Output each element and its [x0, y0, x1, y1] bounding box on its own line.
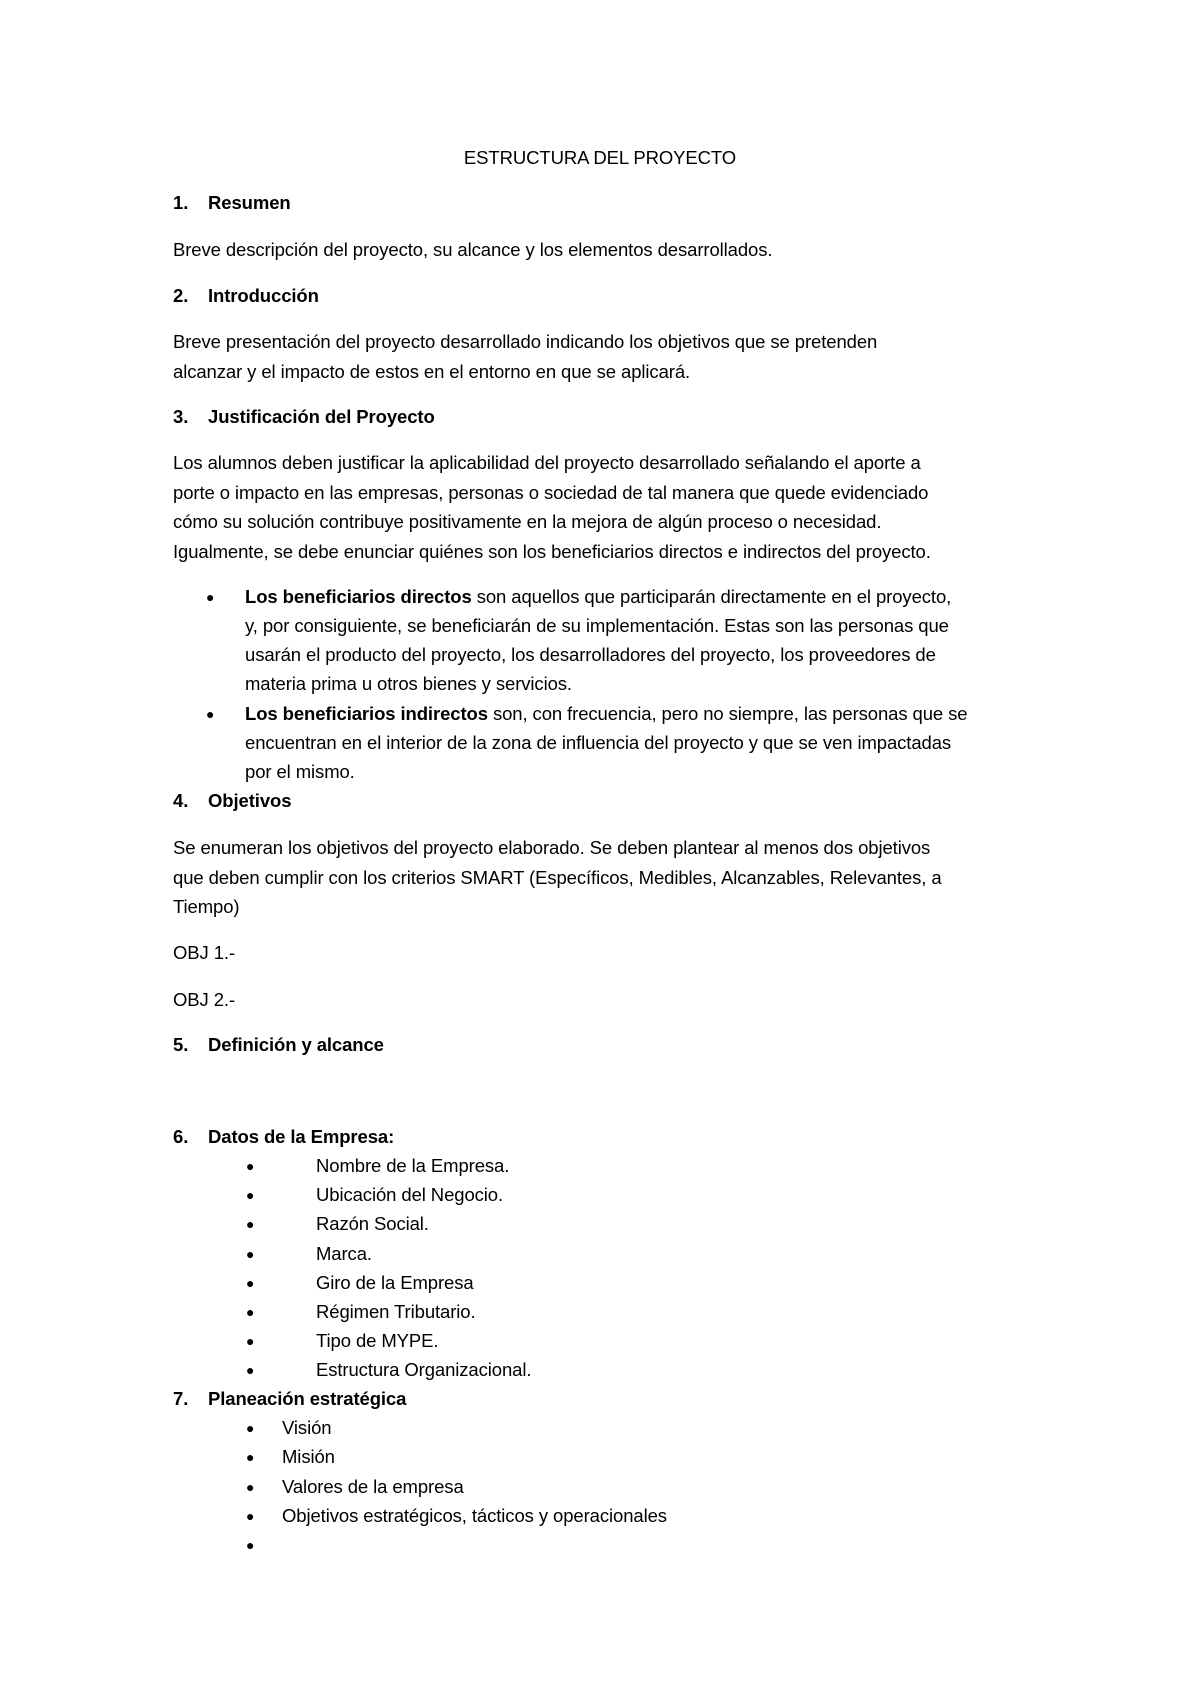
- planning-item: Objetivos estratégicos, tácticos y operacionales: [282, 1505, 667, 1526]
- section-2-body-line: Breve presentación del proyecto desarrollado indicando los objetivos que se pretenden: [173, 331, 878, 352]
- section-2-heading: Introducción: [208, 285, 319, 306]
- company-data-item: Marca.: [316, 1243, 372, 1264]
- bullet-line: y, por consiguiente, se beneficiarán de su implementación. Estas son las personas que: [245, 615, 949, 636]
- bullet-line: [245, 586, 951, 608]
- bullet-bold-term: Los beneficiarios indirectos: [245, 703, 488, 724]
- section-1-heading: Resumen: [208, 192, 291, 213]
- bullet-dot: ●: [246, 1304, 255, 1320]
- bullet-line: usarán el producto del proyecto, los desarrolladores del proyecto, los proveedores de: [245, 644, 936, 665]
- bullet-dot: ●: [246, 1479, 255, 1495]
- section-4-number: 4.: [173, 790, 189, 811]
- planning-item: Visión: [282, 1417, 332, 1438]
- objective-2: OBJ 2.-: [173, 989, 236, 1010]
- section-6-number: 6.: [173, 1126, 189, 1147]
- company-data-item: Nombre de la Empresa.: [316, 1155, 510, 1176]
- bullet-line: encuentran en el interior de la zona de influencia del proyecto y que se ven impactadas: [245, 732, 952, 753]
- section-4-body-line: Se enumeran los objetivos del proyecto elaborado. Se deben plantear al menos dos objetivos: [173, 837, 931, 858]
- bullet-text: son, con frecuencia, pero no siempre, las personas que se: [487, 703, 968, 724]
- section-7-heading: Planeación estratégica: [208, 1388, 407, 1409]
- section-7-number: 7.: [173, 1388, 189, 1409]
- planning-item: Misión: [282, 1446, 335, 1467]
- section-1-body-line: Breve descripción del proyecto, su alcance y los elementos desarrollados.: [173, 239, 773, 260]
- bullet-dot: ●: [246, 1275, 255, 1291]
- bullet-dot: ●: [246, 1508, 255, 1524]
- planning-item: Valores de la empresa: [282, 1476, 464, 1497]
- company-data-item: Tipo de MYPE.: [316, 1330, 439, 1351]
- company-data-item: Régimen Tributario.: [316, 1301, 476, 1322]
- company-data-item: Ubicación del Negocio.: [316, 1184, 504, 1205]
- bullet-dot: ●: [246, 1362, 255, 1378]
- bullet-dot: ●: [246, 1246, 255, 1262]
- bullet-dot: ●: [246, 1420, 255, 1436]
- section-3-number: 3.: [173, 406, 189, 427]
- section-4-heading: Objetivos: [208, 790, 292, 811]
- section-6-heading: Datos de la Empresa:: [208, 1126, 395, 1147]
- section-5-number: 5.: [173, 1034, 189, 1055]
- objective-1: OBJ 1.-: [173, 942, 236, 963]
- bullet-line: por el mismo.: [245, 761, 355, 782]
- section-2-body-line: alcanzar y el impacto de estos en el entorno en que se aplicará.: [173, 361, 691, 382]
- bullet-dot: ●: [246, 1187, 255, 1203]
- section-1-number: 1.: [173, 192, 189, 213]
- section-4-body-line: Tiempo): [173, 896, 240, 917]
- company-data-item: Estructura Organizacional.: [316, 1359, 532, 1380]
- bullet-dot: ●: [246, 1537, 255, 1553]
- bullet-bold-term: Los beneficiarios directos: [245, 586, 472, 607]
- section-3-heading: Justificación del Proyecto: [208, 406, 435, 427]
- section-3-body-line: cómo su solución contribuye positivamente en la mejora de algún proceso o necesidad.: [173, 511, 882, 532]
- bullet-dot: ●: [246, 1216, 255, 1232]
- section-4-body-line: que deben cumplir con los criterios SMART (Específicos, Medibles, Alcanzables, Relevantes, a: [173, 867, 942, 888]
- company-data-item: Giro de la Empresa: [316, 1272, 474, 1293]
- bullet-dot: ●: [246, 1449, 255, 1465]
- bullet-text: son aquellos que participarán directamente en el proyecto,: [471, 586, 952, 607]
- bullet-line: materia prima u otros bienes y servicios.: [245, 673, 572, 694]
- bullet-dot: ●: [246, 1333, 255, 1349]
- section-3-body-line: porte o impacto en las empresas, personas o sociedad de tal manera que quede evidenciado: [173, 482, 929, 503]
- section-3-body-line: Los alumnos deben justificar la aplicabilidad del proyecto desarrollado señalando el aporte a: [173, 452, 921, 473]
- bullet-dot: ●: [246, 1158, 255, 1174]
- company-data-item: Razón Social.: [316, 1213, 429, 1234]
- document-title: ESTRUCTURA DEL PROYECTO: [463, 147, 737, 168]
- bullet-line: [245, 703, 968, 725]
- section-2-number: 2.: [173, 285, 189, 306]
- bullet-dot: ●: [206, 589, 215, 605]
- section-5-heading: Definición y alcance: [208, 1034, 384, 1055]
- bullet-dot: ●: [206, 706, 215, 722]
- section-3-body-line: Igualmente, se debe enunciar quiénes son los beneficiarios directos e indirectos del proyecto.: [173, 541, 931, 562]
